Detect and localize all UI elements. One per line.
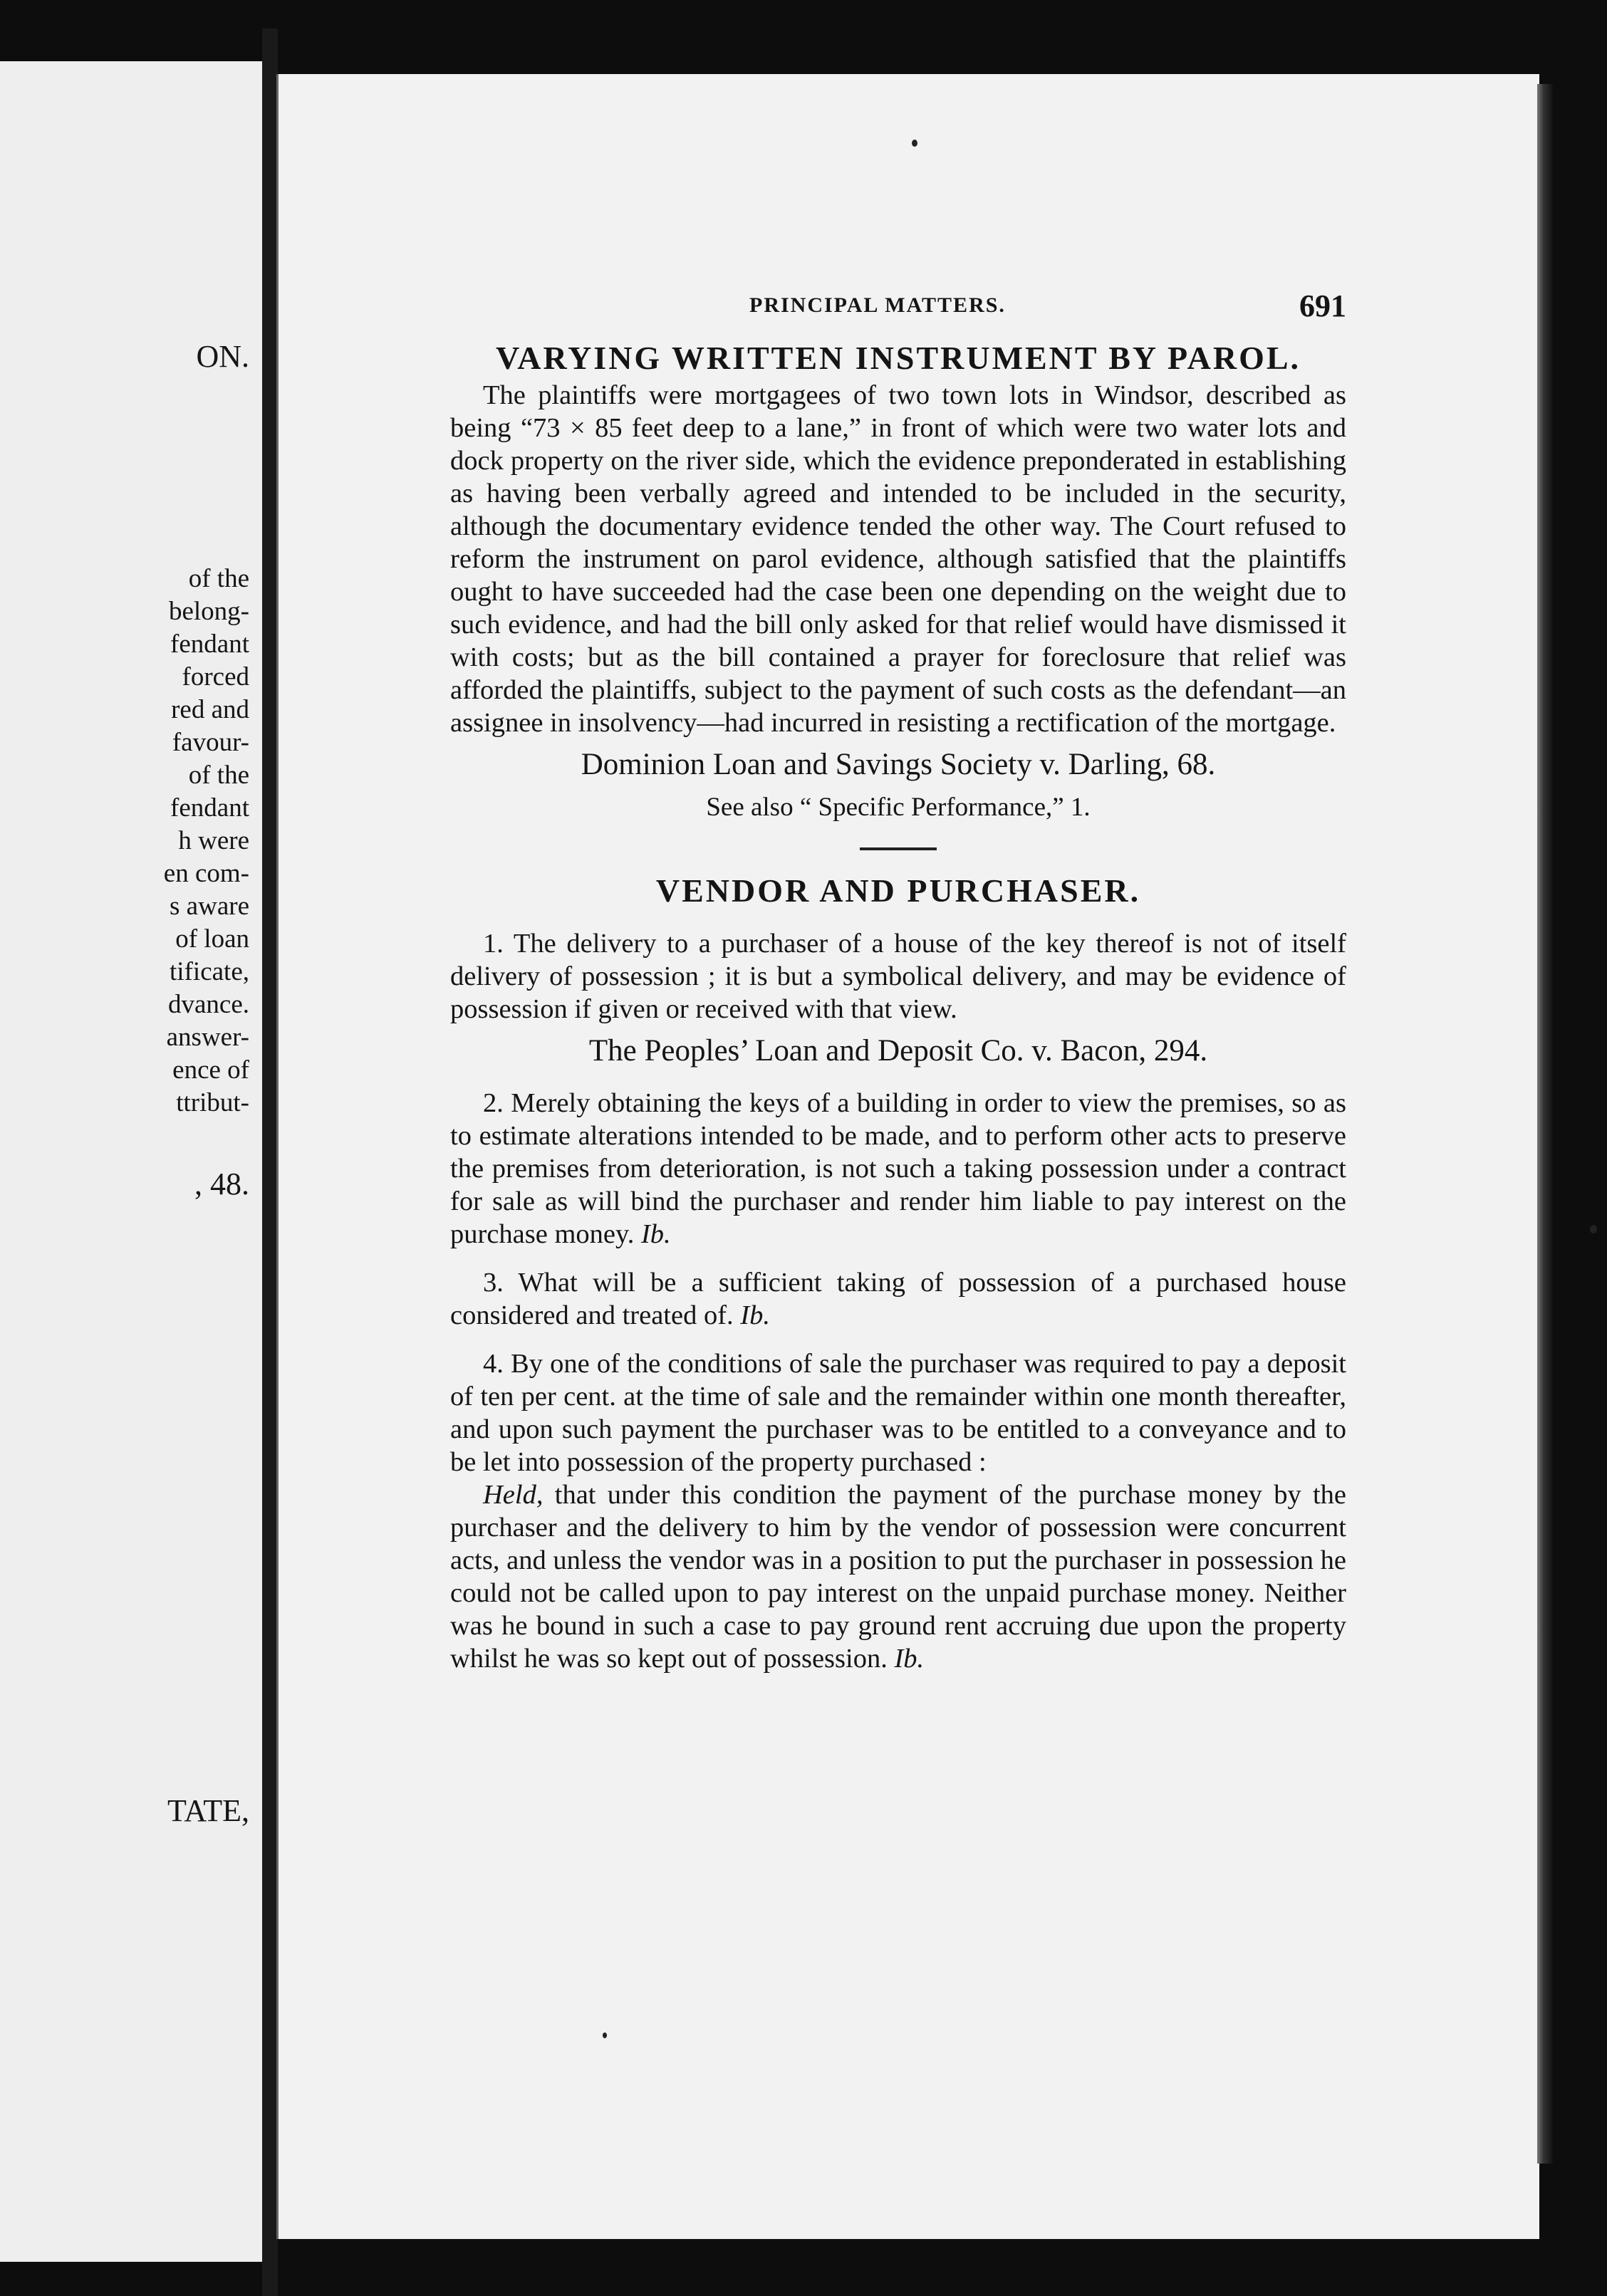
page-edge [1537, 84, 1553, 2164]
ibid-reference: Ib. [640, 1219, 671, 1249]
section-title-vendor-purchaser: VENDOR AND PURCHASER. [655, 872, 1141, 909]
scan-speck [1590, 1225, 1597, 1233]
left-page-fragment: TATE, [167, 1793, 249, 1828]
section-paragraph: The plaintiffs were mortgagees of two town lots in Windsor, described as being “73 × 85 feet deep to a lane,” in front of which were two water lots and dock property on the river side, which the evidence preponderated in establishing as having been verbally agreed and intended to be included in the security, although the documentary evidence tended the other way. The Court refused to reform the instrument on parol evidence, although satisfied that the plaintiffs ought to have succeeded had the case been one depending on the weight due to such evidence, and had the bill only asked for that relief would have dismissed it with costs; but as the bill contained a prayer for foreclosure that relief was afforded the plaintiffs, subject to the payment of such costs as the defendant—an assignee in insolvency—had incurred in resisting a rectification of the mortgage. [450, 380, 1346, 738]
left-page-fragment: tificate, [170, 957, 249, 986]
numbered-item-1: 1. The delivery to a purchaser of a house of the key thereof is not of itself delivery of possession ; it is but a symbolical delivery, and may be evidence of possession if given or received with that view. [450, 929, 1346, 1024]
case-citation: The Peoples’ Loan and Deposit Co. v. Bacon, 294. [588, 1034, 1208, 1068]
held-paragraph [450, 1478, 1346, 1675]
left-page-fragment: favour- [172, 728, 249, 757]
ibid-reference: Ib. [894, 1644, 925, 1674]
left-page-fragment: forced [182, 662, 249, 692]
numbered-item-2 [450, 1087, 1346, 1251]
left-page-fragment: of the [188, 761, 249, 790]
held-lead: Held, [483, 1480, 544, 1510]
case-citation: Dominion Loan and Savings Society v. Darling, 68. [581, 748, 1216, 781]
item-text: that under this condition the payment of the purchase money by the purchaser and the delivery to him by the vendor of possession were concurrent acts, and unless the vendor was in a position to put the purchaser in possession he could not be called upon to pay interest on the unpaid purchase money. Neither was he bound in such a case to pay ground rent accruing due upon the property whilst he was so kept out of possession. [450, 1480, 1347, 1674]
left-page-fragment: dvance. [167, 990, 249, 1019]
left-page-fragment: fendant [170, 793, 249, 823]
scan-speck [603, 2033, 607, 2038]
left-page-fragment: ence of [172, 1055, 249, 1085]
item-text: 2. Merely obtaining the keys of a building in order to view the premises, so as to estimate alterations intended to be made, and to perform other acts to preserve the premises from deterioration, is not such a taking possession under a contract for sale as will bind the purchaser and render him liable to pay interest on the purchase money. [450, 1088, 1346, 1249]
left-page [0, 61, 264, 2262]
left-page-fragment: h were [178, 826, 249, 855]
running-head-title: PRINCIPAL MATTERS. [749, 293, 1006, 317]
numbered-item-3 [450, 1266, 1346, 1332]
ibid-reference: Ib. [740, 1300, 770, 1330]
see-also-reference: See also “ Specific Performance,” 1. [706, 793, 1091, 822]
left-page-fragment: of the [188, 564, 249, 593]
running-head [450, 288, 1346, 338]
numbered-item-4: 4. By one of the conditions of sale the purchaser was required to pay a deposit of ten per cent. at the time of sale and the remainder within one month thereafter, and upon such payment the purchaser was to be entitled to a conveyance and to be let into possession of the property purchased : [450, 1349, 1346, 1477]
left-page-fragment: ON. [196, 339, 249, 374]
left-page-fragment: s aware [170, 892, 249, 921]
page-content [450, 288, 1346, 1675]
book-spine [262, 28, 278, 2296]
page-number: 691 [1299, 288, 1346, 323]
left-page-fragment: fendant [170, 630, 249, 659]
scan-speck [912, 140, 917, 147]
item-text: 3. What will be a sufficient taking of possession of a purchased house considered and treated of. [450, 1268, 1346, 1330]
left-page-fragment: ttribut- [176, 1088, 249, 1117]
section-title-varying-instrument: VARYING WRITTEN INSTRUMENT BY PAROL. [495, 340, 1301, 376]
left-page-fragment: of loan [175, 924, 249, 954]
section-divider [860, 847, 937, 850]
left-page-fragment: red and [171, 695, 249, 724]
left-page-fragment: , 48. [194, 1167, 249, 1201]
left-page-fragment: en com- [163, 859, 249, 888]
left-page-fragment: answer- [166, 1023, 249, 1052]
left-page-fragment: belong- [168, 597, 249, 626]
